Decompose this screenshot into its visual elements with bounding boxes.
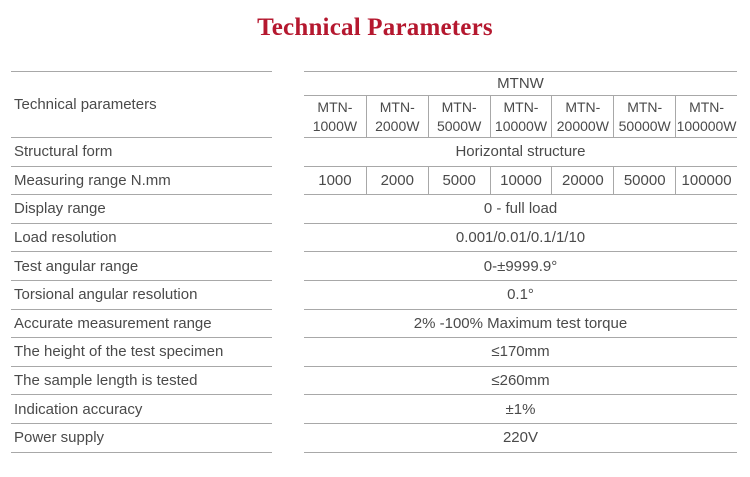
- parameter-labels-column: [11, 71, 272, 453]
- parameters-table: [11, 71, 737, 453]
- value-specimen-height: ≤170mm: [304, 338, 737, 367]
- model-name: MTN-10000W: [490, 96, 552, 137]
- model-name: MTN-2000W: [366, 96, 428, 137]
- measuring-range-value: 50000: [613, 167, 675, 195]
- column-gap: [272, 71, 304, 453]
- measuring-range-value: 10000: [490, 167, 552, 195]
- value-measuring-range-row: [304, 167, 737, 196]
- model-header-row: [304, 96, 737, 138]
- param-label-torsional-angular-resolution: Torsional angular resolution: [11, 281, 272, 310]
- value-display-range: 0 - full load: [304, 195, 737, 224]
- measuring-range-value: 100000: [675, 167, 737, 195]
- param-label-structural-form: Structural form: [11, 138, 272, 167]
- param-label-test-angular-range: Test angular range: [11, 252, 272, 281]
- value-load-resolution: 0.001/0.01/0.1/1/10: [304, 224, 737, 253]
- value-sample-length: ≤260mm: [304, 367, 737, 396]
- value-indication-accuracy: ±1%: [304, 395, 737, 424]
- value-structural-form: Horizontal structure: [304, 138, 737, 167]
- param-label-indication-accuracy: Indication accuracy: [11, 395, 272, 424]
- param-label-display-range: Display range: [11, 195, 272, 224]
- series-header: MTNW: [304, 72, 737, 96]
- model-name: MTN-100000W: [675, 96, 737, 137]
- value-torsional-angular-resolution: 0.1°: [304, 281, 737, 310]
- model-name: MTN-20000W: [551, 96, 613, 137]
- model-name: MTN-5000W: [428, 96, 490, 137]
- value-test-angular-range: 0-±9999.9°: [304, 252, 737, 281]
- value-power-supply: 220V: [304, 424, 737, 453]
- param-label-accurate-measurement-range: Accurate measurement range: [11, 310, 272, 339]
- model-name: MTN-1000W: [312, 99, 358, 134]
- param-label-power-supply: Power supply: [11, 424, 272, 453]
- value-accurate-measurement-range: 2% -100% Maximum test torque: [304, 310, 737, 339]
- model-name: MTN-50000W: [613, 96, 675, 137]
- measuring-range-value: 1000: [318, 171, 352, 189]
- param-label-specimen-height: The height of the test specimen: [11, 338, 272, 367]
- parameter-values-column: [304, 71, 737, 453]
- measuring-range-value: 20000: [551, 167, 613, 195]
- page-title: Technical Parameters: [257, 14, 493, 41]
- corner-label: Technical parameters: [11, 72, 272, 138]
- measuring-range-value: 5000: [428, 167, 490, 195]
- param-label-sample-length: The sample length is tested: [11, 367, 272, 396]
- measuring-range-value: 2000: [366, 167, 428, 195]
- param-label-load-resolution: Load resolution: [11, 224, 272, 253]
- param-label-measuring-range: Measuring range N.mm: [11, 167, 272, 196]
